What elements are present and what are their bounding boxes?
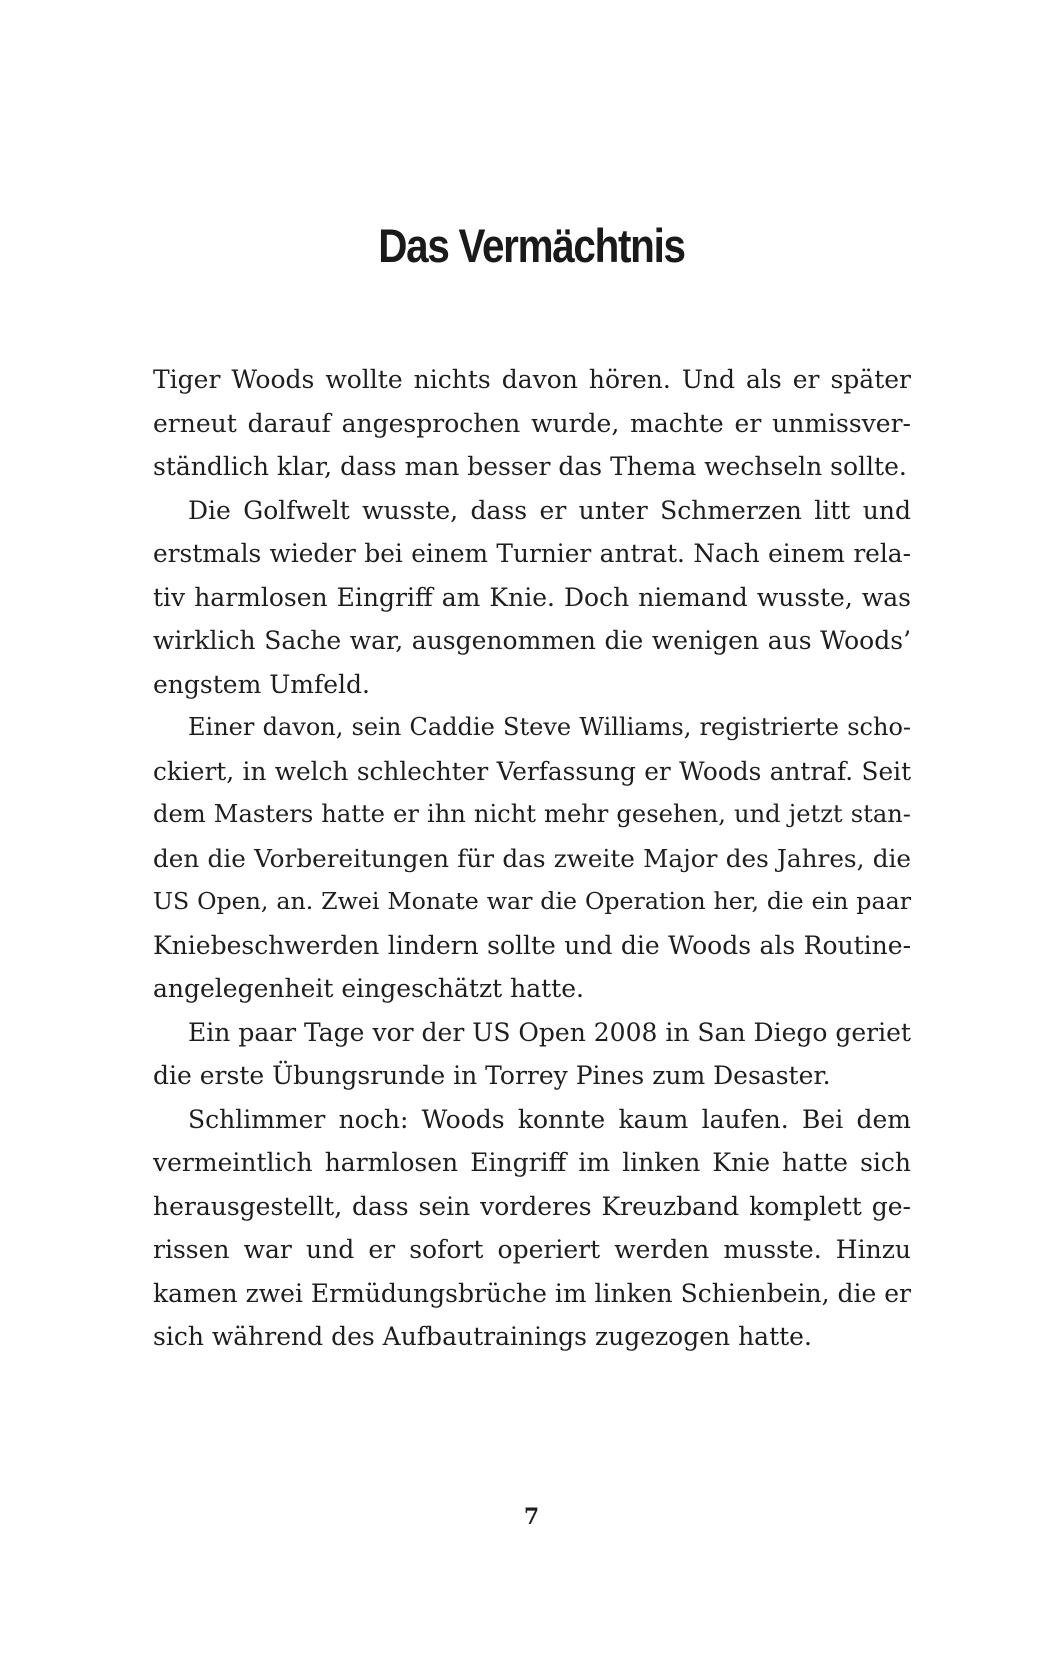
paragraph <box>153 1011 911 1098</box>
paragraph <box>153 358 911 489</box>
text-line: ständlich klar, dass man besser das Thema wechseln sollte. <box>153 452 907 481</box>
text-line: erstmals wieder bei einem Turnier antrat. Nach einem rela- <box>153 539 911 568</box>
chapter-title: Das Vermächtnis <box>378 219 685 272</box>
text-line: Kniebeschwerden lindern sollte und die Woods als Routine- <box>153 930 912 960</box>
text-line: die erste Übungsrunde in Torrey Pines zum Desaster. <box>153 1061 831 1090</box>
paragraph <box>153 706 911 1011</box>
text-line: angelegenheit eingeschätzt hatte. <box>153 974 584 1003</box>
text-line: kamen zwei Ermüdungsbrüche im linken Schienbein, die er <box>153 1278 911 1308</box>
text-line: Ein paar Tage vor der US Open 2008 in San Diego geriet <box>188 1017 911 1047</box>
text-line: rissen war und er sofort operiert werden musste. Hinzu <box>153 1235 911 1264</box>
text-line: erneut darauf angesprochen wurde, machte er unmissver- <box>153 408 912 438</box>
text-line: Die Golfwelt wusste, dass er unter Schmerzen litt und <box>188 495 911 525</box>
text-line: Tiger Woods wollte nichts davon hören. Und als er später <box>153 365 911 394</box>
text-line: engstem Umfeld. <box>153 669 370 699</box>
text-line: den die Vorbereitungen für das zweite Major des Jahres, die <box>153 843 911 873</box>
body-text <box>153 358 911 1359</box>
text-line: sich während des Aufbautrainings zugezogen hatte. <box>153 1322 812 1351</box>
text-line: wirklich Sache war, ausgenommen die wenigen aus Woods’ <box>153 626 912 655</box>
text-line: ckiert, in welch schlechter Verfassung er Woods antraf. Seit <box>153 756 912 786</box>
text-line: tiv harmlosen Eingriff am Knie. Doch niemand wusste, was <box>153 582 911 612</box>
paragraph <box>153 489 911 707</box>
paragraph <box>153 1098 911 1359</box>
text-line: US Open, an. Zwei Monate war die Operation her, die ein paar <box>153 887 912 915</box>
text-line: vermeintlich harmlosen Eingriff im linken Knie hatte sich <box>153 1148 912 1177</box>
text-line: Schlimmer noch: Woods konnte kaum laufen. Bei dem <box>188 1104 912 1134</box>
page-number: 7 <box>523 1504 540 1530</box>
text-line: dem Masters hatte er ihn nicht mehr gesehen, und jetzt stan- <box>153 800 911 828</box>
text-line: herausgestellt, dass sein vorderes Kreuzband komplett ge- <box>153 1191 911 1221</box>
text-line: Einer davon, sein Caddie Steve Williams, registrierte scho- <box>188 713 912 741</box>
